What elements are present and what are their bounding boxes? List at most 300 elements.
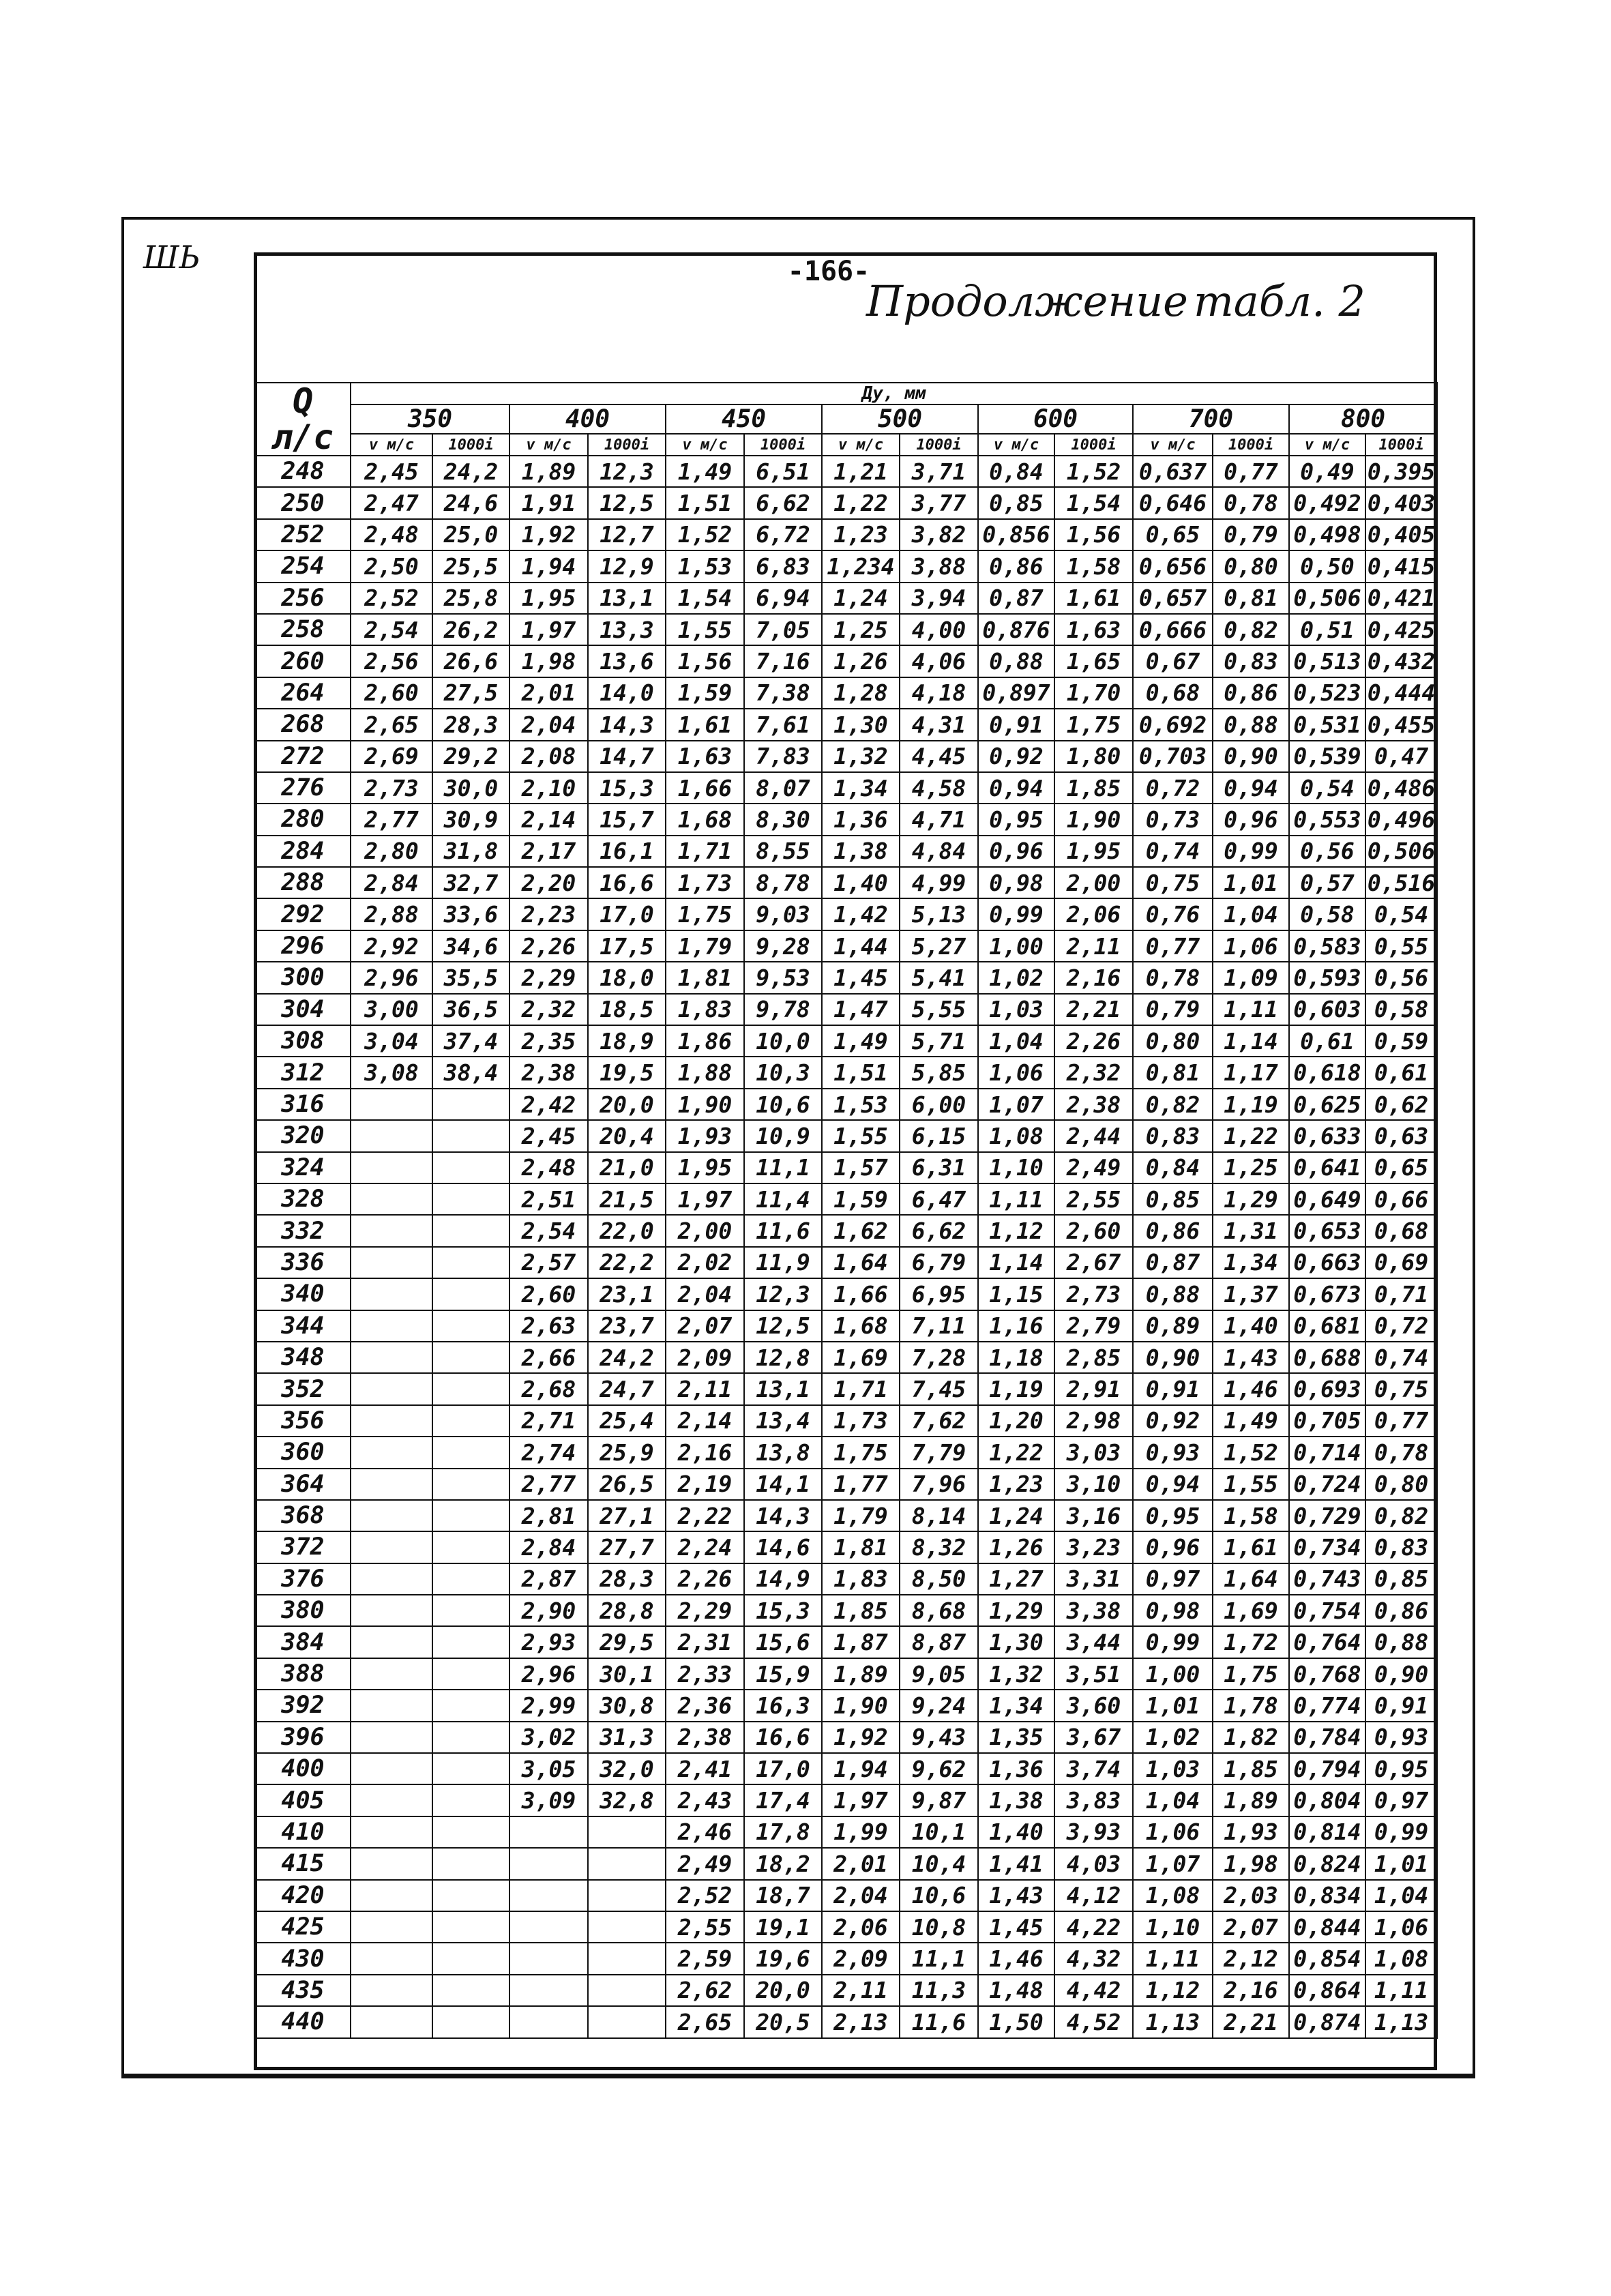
value-cell: 1,54 — [1054, 487, 1133, 518]
value-cell: 1,89 — [822, 1658, 900, 1690]
value-cell: 0,94 — [978, 772, 1054, 804]
value-cell — [509, 1816, 588, 1848]
value-cell: 2,32 — [509, 994, 588, 1025]
value-cell — [351, 1848, 432, 1879]
value-cell: 0,486 — [1365, 772, 1437, 804]
value-cell: 0,641 — [1289, 1152, 1365, 1183]
table-title: табл. 2 — [1194, 276, 1365, 326]
table-row — [255, 1025, 1437, 1057]
value-cell: 1,52 — [1054, 456, 1133, 487]
value-cell: 11,1 — [744, 1152, 822, 1183]
flow-cell: 400 — [255, 1753, 351, 1784]
flow-cell: 248 — [255, 456, 351, 487]
value-cell: 2,49 — [666, 1848, 744, 1879]
value-cell: 25,4 — [588, 1405, 666, 1437]
value-cell: 26,5 — [588, 1469, 666, 1500]
value-cell — [351, 1342, 432, 1373]
value-cell — [432, 1595, 509, 1626]
value-cell: 1,73 — [822, 1405, 900, 1437]
value-cell: 1,91 — [509, 487, 588, 518]
flow-cell: 440 — [255, 2006, 351, 2037]
value-cell: 0,92 — [978, 741, 1054, 772]
value-cell: 1,95 — [666, 1152, 744, 1183]
value-cell: 27,7 — [588, 1531, 666, 1563]
flow-cell: 344 — [255, 1310, 351, 1342]
value-cell: 2,23 — [509, 898, 588, 930]
value-cell: 6,31 — [900, 1152, 978, 1183]
value-cell: 0,83 — [1133, 1120, 1213, 1151]
value-cell: 1,15 — [978, 1278, 1054, 1310]
value-cell: 2,14 — [666, 1405, 744, 1437]
value-cell: 9,43 — [900, 1722, 978, 1753]
value-cell: 1,61 — [1054, 583, 1133, 614]
value-cell: 1,51 — [666, 487, 744, 518]
value-cell: 0,656 — [1133, 550, 1213, 582]
value-cell: 1,22 — [822, 487, 900, 518]
value-cell: 15,6 — [744, 1626, 822, 1658]
value-cell: 7,05 — [744, 614, 822, 645]
value-cell: 1,25 — [822, 614, 900, 645]
value-cell: 3,03 — [1054, 1437, 1133, 1468]
value-cell: 3,74 — [1054, 1753, 1133, 1784]
flow-cell: 296 — [255, 930, 351, 962]
value-cell: 1,90 — [666, 1089, 744, 1120]
flow-cell: 340 — [255, 1278, 351, 1310]
value-cell: 16,1 — [588, 836, 666, 867]
table-row — [255, 1500, 1437, 1531]
value-cell: 25,0 — [432, 519, 509, 550]
value-cell: 30,9 — [432, 804, 509, 835]
value-cell: 1,11 — [1213, 994, 1289, 1025]
value-cell: 31,8 — [432, 836, 509, 867]
value-cell: 0,583 — [1289, 930, 1365, 962]
value-cell: 1,06 — [1213, 930, 1289, 962]
value-cell: 1,87 — [822, 1626, 900, 1658]
value-cell: 0,50 — [1289, 550, 1365, 582]
value-cell: 1,53 — [666, 550, 744, 582]
value-cell: 1,94 — [509, 550, 588, 582]
value-cell: 33,6 — [432, 898, 509, 930]
value-cell: 1,90 — [822, 1690, 900, 1721]
value-cell: 1,07 — [978, 1089, 1054, 1120]
value-cell: 1,28 — [822, 677, 900, 709]
diameter-header: 800 — [1289, 404, 1437, 434]
value-cell: 0,553 — [1289, 804, 1365, 835]
table-row — [255, 1531, 1437, 1563]
value-cell — [432, 1658, 509, 1690]
table-row — [255, 1816, 1437, 1848]
continuation-label: Продолжение — [866, 276, 1188, 326]
value-cell: 2,44 — [1054, 1120, 1133, 1151]
table-row — [255, 1342, 1437, 1373]
table-row — [255, 456, 1437, 487]
value-cell — [351, 1816, 432, 1848]
value-cell: 1,55 — [1213, 1469, 1289, 1500]
value-cell: 0,824 — [1289, 1848, 1365, 1879]
value-cell — [432, 1975, 509, 2006]
value-cell: 0,99 — [1365, 1816, 1437, 1848]
value-cell: 0,498 — [1289, 519, 1365, 550]
value-cell: 4,42 — [1054, 1975, 1133, 2006]
flow-cell: 425 — [255, 1911, 351, 1943]
value-cell: 1,22 — [978, 1437, 1054, 1468]
value-cell — [432, 1690, 509, 1721]
value-cell: 15,3 — [588, 772, 666, 804]
velocity-header: v м/с — [1133, 434, 1213, 456]
value-cell: 0,78 — [1365, 1437, 1437, 1468]
flow-cell: 364 — [255, 1469, 351, 1500]
value-cell: 0,59 — [1365, 1025, 1437, 1057]
value-cell: 0,90 — [1133, 1342, 1213, 1373]
value-cell: 0,85 — [1365, 1563, 1437, 1595]
value-cell: 0,86 — [1365, 1595, 1437, 1626]
value-cell: 20,5 — [744, 2006, 822, 2037]
value-cell — [432, 1120, 509, 1151]
value-cell: 2,26 — [1054, 1025, 1133, 1057]
flow-table — [254, 382, 1438, 2039]
value-cell: 0,99 — [1133, 1626, 1213, 1658]
value-cell: 1,85 — [1213, 1753, 1289, 1784]
value-cell: 1,03 — [1133, 1753, 1213, 1784]
value-cell: 1,78 — [1213, 1690, 1289, 1721]
table-row — [255, 1690, 1437, 1721]
value-cell: 1,10 — [978, 1152, 1054, 1183]
value-cell: 0,54 — [1365, 898, 1437, 930]
value-cell — [432, 1373, 509, 1404]
value-cell: 1,18 — [978, 1342, 1054, 1373]
value-cell: 13,4 — [744, 1405, 822, 1437]
value-cell — [432, 1183, 509, 1215]
value-cell: 1,13 — [1365, 2006, 1437, 2037]
flow-cell: 388 — [255, 1658, 351, 1690]
value-cell: 1,04 — [978, 1025, 1054, 1057]
value-cell: 13,3 — [588, 614, 666, 645]
value-cell: 0,67 — [1133, 645, 1213, 677]
value-cell: 2,06 — [822, 1911, 900, 1943]
value-cell: 30,1 — [588, 1658, 666, 1690]
value-cell: 2,77 — [509, 1469, 588, 1500]
value-cell: 2,50 — [351, 550, 432, 582]
table-row — [255, 1943, 1437, 1974]
value-cell: 17,0 — [744, 1753, 822, 1784]
value-cell: 2,62 — [666, 1975, 744, 2006]
value-cell: 27,5 — [432, 677, 509, 709]
value-cell: 2,54 — [351, 614, 432, 645]
velocity-header: v м/с — [666, 434, 744, 456]
value-cell: 2,88 — [351, 898, 432, 930]
value-cell: 5,85 — [900, 1057, 978, 1088]
value-cell: 10,6 — [744, 1089, 822, 1120]
value-cell: 0,421 — [1365, 583, 1437, 614]
value-cell: 30,0 — [432, 772, 509, 804]
value-cell: 28,3 — [588, 1563, 666, 1595]
value-cell: 0,724 — [1289, 1469, 1365, 1500]
value-cell: 1,52 — [1213, 1437, 1289, 1468]
table-row — [255, 1595, 1437, 1626]
value-cell — [432, 1848, 509, 1879]
value-cell: 2,06 — [1054, 898, 1133, 930]
value-cell: 11,4 — [744, 1183, 822, 1215]
value-cell: 1,85 — [822, 1595, 900, 1626]
flow-cell: 308 — [255, 1025, 351, 1057]
value-cell: 16,3 — [744, 1690, 822, 1721]
value-cell: 1,49 — [822, 1025, 900, 1057]
value-cell: 1,62 — [822, 1215, 900, 1246]
value-cell — [432, 1722, 509, 1753]
value-cell: 14,0 — [588, 677, 666, 709]
value-cell: 1,48 — [978, 1975, 1054, 2006]
value-cell: 1,06 — [978, 1057, 1054, 1088]
value-cell: 21,5 — [588, 1183, 666, 1215]
diameter-header: 700 — [1133, 404, 1289, 434]
value-cell: 0,62 — [1365, 1089, 1437, 1120]
value-cell: 4,45 — [900, 741, 978, 772]
value-cell — [432, 1626, 509, 1658]
value-cell: 2,71 — [509, 1405, 588, 1437]
value-cell: 0,88 — [978, 645, 1054, 677]
value-cell: 12,5 — [744, 1310, 822, 1342]
value-cell: 1,23 — [822, 519, 900, 550]
flow-cell: 284 — [255, 836, 351, 867]
value-cell: 24,2 — [588, 1342, 666, 1373]
value-cell: 2,65 — [666, 2006, 744, 2037]
value-cell: 1,08 — [1365, 1943, 1437, 1974]
value-cell: 1,16 — [978, 1310, 1054, 1342]
value-cell: 0,455 — [1365, 709, 1437, 740]
value-cell: 9,62 — [900, 1753, 978, 1784]
flow-cell: 300 — [255, 962, 351, 993]
value-cell: 21,0 — [588, 1152, 666, 1183]
value-cell: 1,85 — [1054, 772, 1133, 804]
value-cell: 1,53 — [822, 1089, 900, 1120]
value-cell: 1,61 — [1213, 1531, 1289, 1563]
value-cell: 1,40 — [822, 867, 900, 898]
value-cell: 2,16 — [666, 1437, 744, 1468]
table-body — [255, 456, 1437, 2038]
value-cell: 2,60 — [351, 677, 432, 709]
value-cell: 11,6 — [900, 2006, 978, 2037]
value-cell: 1,63 — [1054, 614, 1133, 645]
value-cell: 6,94 — [744, 583, 822, 614]
value-cell: 0,84 — [1133, 1152, 1213, 1183]
value-cell — [432, 1469, 509, 1500]
corner-note: ШЬ — [143, 239, 201, 276]
value-cell: 2,60 — [509, 1278, 588, 1310]
value-cell: 2,07 — [1213, 1911, 1289, 1943]
value-cell: 0,90 — [1365, 1658, 1437, 1690]
value-cell: 5,55 — [900, 994, 978, 1025]
table-row — [255, 1911, 1437, 1943]
value-cell: 0,86 — [1213, 677, 1289, 709]
value-cell: 1,14 — [1213, 1025, 1289, 1057]
value-cell: 2,16 — [1213, 1975, 1289, 2006]
value-cell: 27,1 — [588, 1500, 666, 1531]
value-cell: 3,88 — [900, 550, 978, 582]
table-row — [255, 836, 1437, 867]
value-cell: 1,06 — [1133, 1816, 1213, 1848]
value-cell: 0,75 — [1133, 867, 1213, 898]
value-cell: 3,67 — [1054, 1722, 1133, 1753]
value-cell: 0,72 — [1133, 772, 1213, 804]
value-cell: 7,96 — [900, 1469, 978, 1500]
value-cell: 2,84 — [509, 1531, 588, 1563]
value-cell — [351, 1658, 432, 1690]
value-cell: 0,729 — [1289, 1500, 1365, 1531]
value-cell — [351, 1626, 432, 1658]
value-cell — [509, 1880, 588, 1911]
value-cell: 38,4 — [432, 1057, 509, 1088]
value-cell: 0,425 — [1365, 614, 1437, 645]
value-cell: 2,52 — [666, 1880, 744, 1911]
flow-cell: 292 — [255, 898, 351, 930]
value-cell: 1,24 — [978, 1500, 1054, 1531]
value-cell: 1,40 — [1213, 1310, 1289, 1342]
value-cell: 3,51 — [1054, 1658, 1133, 1690]
value-cell — [432, 1437, 509, 1468]
value-cell: 7,28 — [900, 1342, 978, 1373]
value-cell: 10,4 — [900, 1848, 978, 1879]
table-row — [255, 1753, 1437, 1784]
value-cell: 0,96 — [978, 836, 1054, 867]
value-cell: 1,86 — [666, 1025, 744, 1057]
flow-cell: 420 — [255, 1880, 351, 1911]
value-cell: 0,693 — [1289, 1373, 1365, 1404]
bottom-rule — [121, 2076, 1475, 2078]
value-cell: 26,6 — [432, 645, 509, 677]
value-cell: 0,506 — [1365, 836, 1437, 867]
table-row — [255, 645, 1437, 677]
value-cell: 3,83 — [1054, 1784, 1133, 1816]
value-cell: 19,1 — [744, 1911, 822, 1943]
value-cell: 2,96 — [351, 962, 432, 993]
value-cell: 5,71 — [900, 1025, 978, 1057]
value-cell: 0,657 — [1133, 583, 1213, 614]
value-cell: 0,93 — [1133, 1437, 1213, 1468]
value-cell: 18,2 — [744, 1848, 822, 1879]
value-cell: 13,1 — [588, 583, 666, 614]
value-cell: 7,62 — [900, 1405, 978, 1437]
value-cell: 1,89 — [1213, 1784, 1289, 1816]
value-cell: 1,04 — [1365, 1880, 1437, 1911]
flow-cell: 380 — [255, 1595, 351, 1626]
flow-cell: 324 — [255, 1152, 351, 1183]
value-cell: 1,10 — [1133, 1911, 1213, 1943]
value-cell: 3,09 — [509, 1784, 588, 1816]
value-cell: 2,85 — [1054, 1342, 1133, 1373]
value-cell: 1,79 — [666, 930, 744, 962]
value-cell: 7,38 — [744, 677, 822, 709]
value-cell: 0,506 — [1289, 583, 1365, 614]
value-cell: 2,48 — [351, 519, 432, 550]
value-cell: 0,76 — [1133, 898, 1213, 930]
value-cell: 0,78 — [1133, 962, 1213, 993]
value-cell: 2,87 — [509, 1563, 588, 1595]
value-cell: 0,87 — [978, 583, 1054, 614]
value-cell: 2,00 — [666, 1215, 744, 1246]
value-cell: 1,71 — [822, 1373, 900, 1404]
value-cell: 2,99 — [509, 1690, 588, 1721]
value-cell: 20,0 — [744, 1975, 822, 2006]
value-cell: 4,31 — [900, 709, 978, 740]
value-cell: 2,81 — [509, 1500, 588, 1531]
value-cell: 11,6 — [744, 1215, 822, 1246]
value-cell: 2,20 — [509, 867, 588, 898]
value-cell: 10,8 — [900, 1911, 978, 1943]
value-cell: 20,4 — [588, 1120, 666, 1151]
value-cell: 1,43 — [1213, 1342, 1289, 1373]
value-cell: 2,17 — [509, 836, 588, 867]
value-cell: 2,51 — [509, 1183, 588, 1215]
value-cell: 1,56 — [1054, 519, 1133, 550]
value-cell: 3,44 — [1054, 1626, 1133, 1658]
value-cell: 1,03 — [978, 994, 1054, 1025]
value-cell: 1,61 — [666, 709, 744, 740]
value-cell: 0,681 — [1289, 1310, 1365, 1342]
value-cell: 17,0 — [588, 898, 666, 930]
value-cell: 1,234 — [822, 550, 900, 582]
value-cell: 1,01 — [1365, 1848, 1437, 1879]
table-row — [255, 1848, 1437, 1879]
value-cell: 0,85 — [978, 487, 1054, 518]
value-cell: 6,62 — [744, 487, 822, 518]
flow-cell: 405 — [255, 1784, 351, 1816]
value-cell: 2,73 — [1054, 1278, 1133, 1310]
value-cell: 1,49 — [1213, 1405, 1289, 1437]
value-cell: 0,82 — [1213, 614, 1289, 645]
value-cell: 1,77 — [822, 1469, 900, 1500]
value-cell: 0,89 — [1133, 1310, 1213, 1342]
value-cell: 0,856 — [978, 519, 1054, 550]
value-cell: 0,95 — [1365, 1753, 1437, 1784]
value-cell: 0,403 — [1365, 487, 1437, 518]
value-cell — [351, 1563, 432, 1595]
value-cell: 1,25 — [1213, 1152, 1289, 1183]
value-cell: 18,7 — [744, 1880, 822, 1911]
value-cell: 8,30 — [744, 804, 822, 835]
value-cell: 1,75 — [1054, 709, 1133, 740]
value-cell: 0,57 — [1289, 867, 1365, 898]
flow-cell: 288 — [255, 867, 351, 898]
table-row — [255, 1278, 1437, 1310]
value-cell: 2,29 — [666, 1595, 744, 1626]
table-row — [255, 1405, 1437, 1437]
value-cell: 0,734 — [1289, 1531, 1365, 1563]
table-row — [255, 1563, 1437, 1595]
value-cell — [351, 1278, 432, 1310]
value-cell: 18,0 — [588, 962, 666, 993]
value-cell: 1,52 — [666, 519, 744, 550]
value-cell: 9,87 — [900, 1784, 978, 1816]
value-cell: 2,11 — [822, 1975, 900, 2006]
value-cell — [432, 1563, 509, 1595]
value-cell: 0,492 — [1289, 487, 1365, 518]
value-cell: 4,00 — [900, 614, 978, 645]
value-cell — [432, 1531, 509, 1563]
value-cell: 1,12 — [1133, 1975, 1213, 2006]
value-cell: 12,9 — [588, 550, 666, 582]
value-cell: 1,81 — [666, 962, 744, 993]
value-cell: 1,40 — [978, 1816, 1054, 1848]
value-cell: 17,5 — [588, 930, 666, 962]
value-cell: 0,90 — [1213, 741, 1289, 772]
value-cell: 0,897 — [978, 677, 1054, 709]
velocity-header: v м/с — [978, 434, 1054, 456]
value-cell: 0,97 — [1133, 1563, 1213, 1595]
flow-cell: 260 — [255, 645, 351, 677]
value-cell: 1,35 — [978, 1722, 1054, 1753]
value-cell: 24,2 — [432, 456, 509, 487]
value-cell — [432, 1911, 509, 1943]
